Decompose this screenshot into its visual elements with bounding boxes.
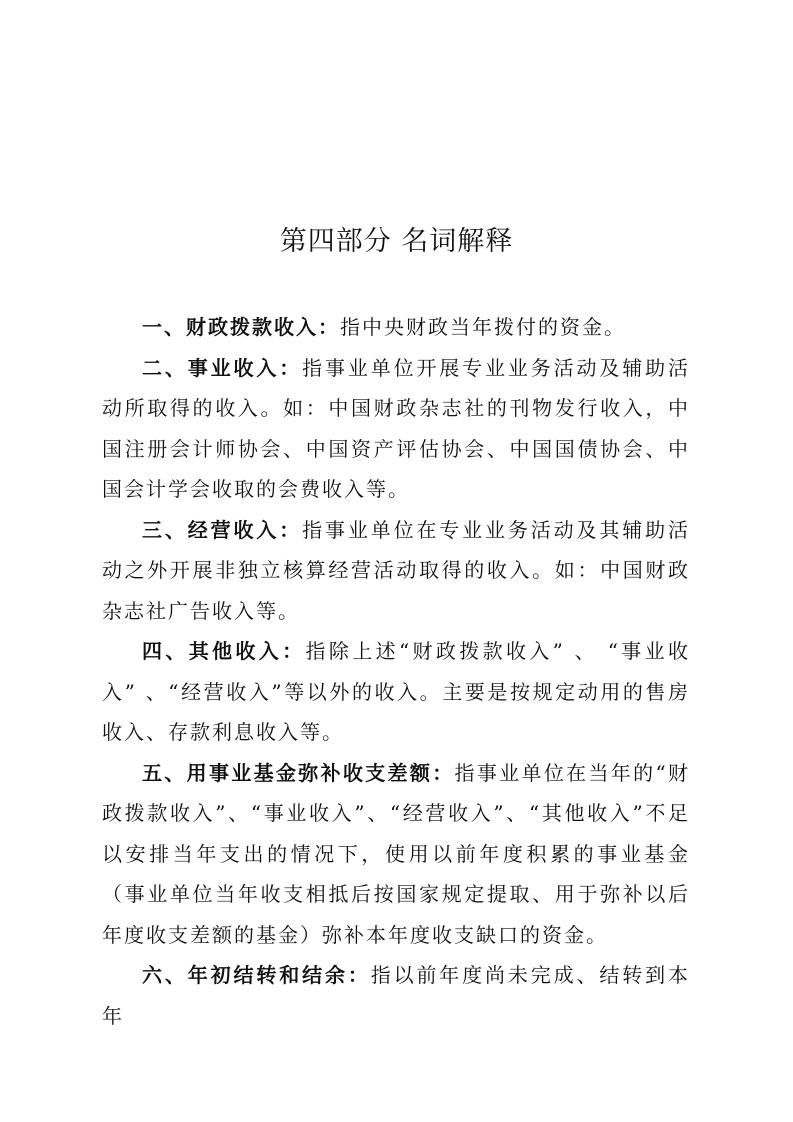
glossary-item-carryover-balance <box>102 955 690 1036</box>
glossary-item-business-income <box>102 348 690 510</box>
page-title: 第四部分 名词解释 <box>279 226 514 257</box>
glossary-term: 三、经营收入： <box>142 517 303 542</box>
glossary-definition: 指以前年度尚未完成、结转到本年 <box>102 963 691 1028</box>
glossary-term: 二、事业收入： <box>142 355 303 380</box>
glossary-definition: 指事业单位开展专业业务活动及辅助活动所取得的收入。如：中国财政杂志社的刊物发行收入，中国注册会计师协会、中国资产评估协会、中国国债协会、中国会计学会收取的会费收入等。 <box>102 355 691 501</box>
glossary-term: 四、其他收入： <box>142 639 306 663</box>
glossary-item-business-fund <box>102 753 690 956</box>
glossary-term: 六、年初结转和结余： <box>142 963 371 987</box>
glossary-term: 一、财政拨款收入： <box>142 315 340 339</box>
glossary-definition: 指中央财政当年拨付的资金。 <box>340 315 626 339</box>
glossary-definition: 指事业单位在当年的“财政拨款收入”、“事业收入”、“经营收入”、“其他收入”不足以安排当年支出的情况下，使用以前年度积累的事业基金（事业单位当年收支相抵后按国家规定提取、用于弥补以后年度收支差额的基金）弥补本年度收支缺口的资金。 <box>102 760 690 947</box>
glossary-term: 五、用事业基金弥补收支差额： <box>142 760 455 785</box>
glossary-definition: 指事业单位在专业业务活动及其辅助活动之外开展非独立核算经营活动取得的收入。如：中国财政杂志社广告收入等。 <box>102 517 691 623</box>
glossary-content <box>102 307 690 1036</box>
glossary-item-other-income <box>102 631 690 753</box>
glossary-definition: 指除上述“财政拨款收入” 、 “事业收入” 、“经营收入”等以外的收入。主要是按规定动用的售房收入、存款利息收入等。 <box>102 639 691 744</box>
glossary-item-fiscal-appropriation <box>102 307 690 348</box>
glossary-item-operating-income <box>102 510 690 632</box>
